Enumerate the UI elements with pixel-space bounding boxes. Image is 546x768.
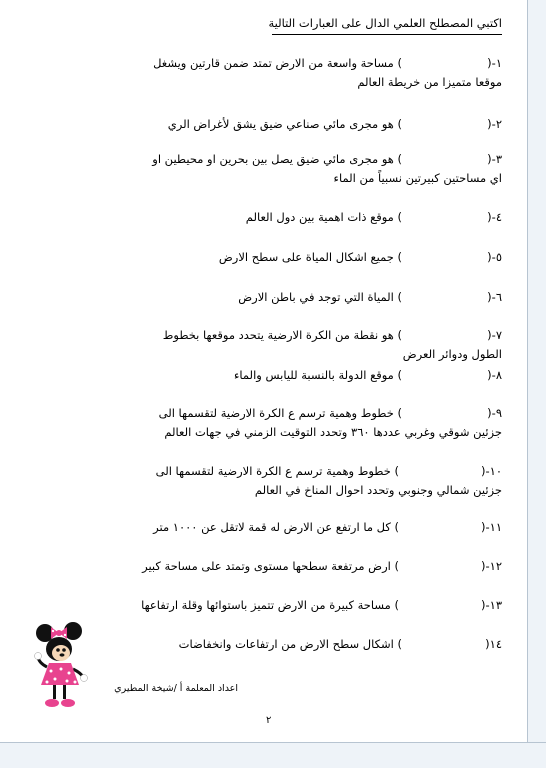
minnie-mouse-icon bbox=[33, 621, 91, 711]
question-4 bbox=[62, 208, 502, 227]
question-text: مساحة واسعة من الارض تمتد ضمن قارتين ويشغل bbox=[153, 56, 394, 70]
question-text: ارض مرتفعة سطحها مستوى وتمتد على مساحة كبير bbox=[142, 559, 391, 573]
question-13 bbox=[62, 596, 502, 615]
question-label: ٢-( bbox=[487, 117, 502, 131]
question-12 bbox=[62, 557, 502, 576]
question-text: هو مجرى مائي صناعي ضيق يشق لأغراض الري bbox=[167, 117, 394, 131]
question-label: ٨-( bbox=[487, 368, 502, 382]
question-label: ٣-( bbox=[487, 152, 502, 166]
question-continuation: الطول ودوائر العرض bbox=[402, 347, 502, 361]
page-edge-bottom bbox=[0, 742, 546, 768]
question-close: ) bbox=[397, 210, 402, 224]
page-number: ٢ bbox=[266, 715, 272, 726]
question-continuation: موقعا متميزا من خريطة العالم bbox=[357, 75, 502, 89]
question-label: ١١-( bbox=[481, 520, 502, 534]
question-14 bbox=[62, 635, 502, 654]
question-close: ) bbox=[397, 406, 402, 420]
question-label: ١-( bbox=[487, 56, 502, 70]
question-text: مساحة كبيرة من الارض تتميز باستوائها وقلة ارتفاعها bbox=[141, 598, 391, 612]
question-text: خطوط وهمية ترسم ع الكرة الارضية لتقسمها الى bbox=[158, 406, 394, 420]
question-text: هو مجرى مائي ضيق يصل بين بحرين او محيطين او bbox=[152, 152, 394, 166]
question-close: ) bbox=[397, 368, 402, 382]
question-label: ١٤( bbox=[485, 637, 502, 651]
question-continuation: اي مساحتين كبيرتين نسبياً من الماء bbox=[333, 171, 502, 185]
question-close: ) bbox=[394, 559, 399, 573]
question-close: ) bbox=[397, 328, 402, 342]
question-close: ) bbox=[397, 250, 402, 264]
question-10 bbox=[62, 462, 502, 500]
question-continuation: جزئين شمالي وجنوبي وتحدد احوال المناخ في العالم bbox=[254, 483, 502, 497]
question-close: ) bbox=[394, 520, 399, 534]
title-underline bbox=[272, 34, 502, 35]
page-title: اكتبي المصطلح العلمي الدال على العبارات التالية bbox=[268, 16, 502, 30]
question-label: ٩-( bbox=[487, 406, 502, 420]
question-label: ٧-( bbox=[487, 328, 502, 342]
question-continuation: جزئين شوقي وغربي عددها ٣٦٠ وتحدد التوقيت الزمني في جهات العالم bbox=[164, 425, 502, 439]
question-close: ) bbox=[397, 56, 402, 70]
question-close: ) bbox=[397, 117, 402, 131]
question-label: ١٣-( bbox=[481, 598, 502, 612]
question-2 bbox=[62, 115, 502, 134]
question-text: موقع الدولة بالنسبة لليابس والماء bbox=[234, 368, 394, 382]
question-close: ) bbox=[397, 152, 402, 166]
question-11 bbox=[62, 518, 502, 537]
question-text: هو نقطة من الكرة الارضية يتحدد موقعها بخطوط bbox=[162, 328, 394, 342]
question-3 bbox=[62, 150, 502, 188]
question-text: المياة التي توجد في باطن الارض bbox=[238, 290, 394, 304]
question-label: ١٠-( bbox=[481, 464, 502, 478]
question-label: ١٢-( bbox=[481, 559, 502, 573]
question-8 bbox=[62, 366, 502, 385]
page-edge-right bbox=[527, 0, 546, 767]
question-1 bbox=[62, 54, 502, 92]
question-text: جميع اشكال المياة على سطح الارض bbox=[218, 250, 394, 264]
question-close: ) bbox=[394, 598, 399, 612]
author-credit: اعداد المعلمة أ /شيخة المطيري bbox=[114, 683, 238, 694]
question-6 bbox=[62, 288, 502, 307]
question-text: خطوط وهمية ترسم ع الكرة الارضية لتقسمها الى bbox=[155, 464, 391, 478]
question-close: ) bbox=[397, 637, 402, 651]
question-label: ٥-( bbox=[487, 250, 502, 264]
question-5 bbox=[62, 248, 502, 267]
question-close: ) bbox=[397, 290, 402, 304]
question-label: ٤-( bbox=[487, 210, 502, 224]
question-text: اشكال سطح الارض من ارتفاعات وانخفاضات bbox=[178, 637, 394, 651]
question-text: كل ما ارتفع عن الارض له قمة لاتقل عن ١٠٠٠ متر bbox=[153, 520, 391, 534]
question-9 bbox=[62, 404, 502, 442]
question-text: موقع ذات اهمية بين دول العالم bbox=[245, 210, 394, 224]
question-close: ) bbox=[394, 464, 399, 478]
question-7 bbox=[62, 326, 502, 364]
question-label: ٦-( bbox=[487, 290, 502, 304]
